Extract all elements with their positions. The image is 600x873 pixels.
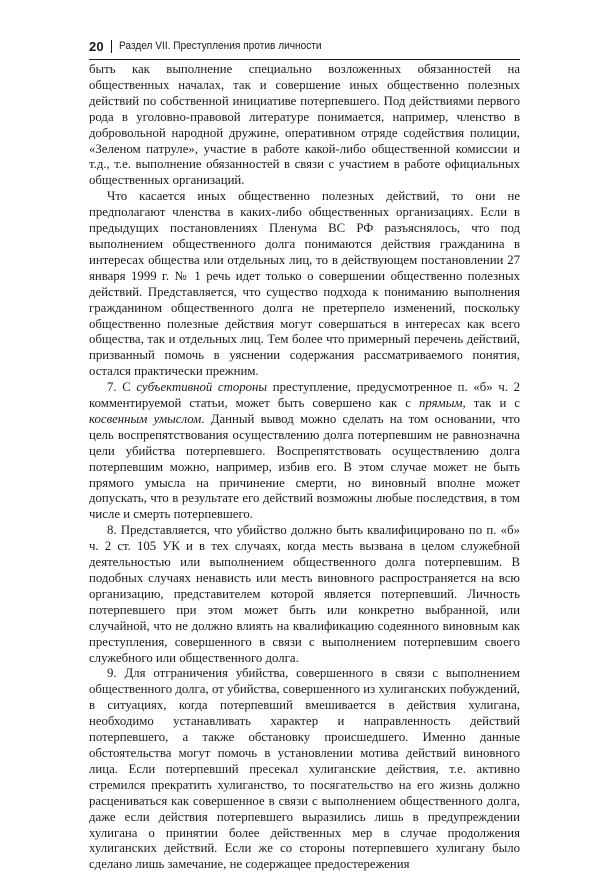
- paragraph: [89, 666, 520, 873]
- paragraph: [89, 523, 520, 666]
- running-header: [89, 36, 529, 56]
- paragraph-text: . Данный вывод можно сделать на том основании, что цель воспрепятствования осуществлению долга потерпевшим не равнозначна цели убийства потерпевшего. Воспрепятствовать осуществлению долга потерпевшим можно, например, избив его. В этом случае может не быть прямого умысла на причинение смерти, но виновный вполне может допускать, что в результате его действий возможны любые последствия, в том числе и смерть потерпевшего.: [89, 411, 520, 522]
- header-separator: [111, 40, 112, 53]
- paragraph: [89, 189, 520, 380]
- paragraph: [89, 380, 520, 523]
- italic-term: прямым: [418, 396, 463, 411]
- paragraph: [89, 62, 520, 189]
- paragraph-text: преступление, предусмотренное п. «б» ч. 2 комментируемой статьи, может быть совершено как с: [89, 380, 520, 411]
- paragraph-text: , так и с: [462, 396, 520, 411]
- italic-term: косвенным умыслом: [89, 411, 202, 426]
- page-number: 20: [89, 38, 104, 54]
- paragraph-text: Что касается иных общественно полезных действий, то они не предполагают членства в каких-либо общественных организациях. Если в предыдущих постановлениях Пленума ВС РФ разъяснялось, что под выполнением общественного долга понимаются действия гражданина в интересах общества или отдельных лиц, то в действующем постановлении 27 января 1999 г. № 1 речь идет только о совершении общественно полезных действий. Представляется, что существо подхода к пониманию выполнения гражданином общественного долга не претерпело изменений, поскольку общественно полезные действия могут совершаться в интересах как всего общества, так и отдельных лиц. Тем более что примерный перечень действий, призванный помочь в уяснении содержания рассматриваемого понятия, остался практически прежним.: [89, 189, 520, 379]
- body-text: [89, 62, 520, 872]
- italic-term: субъективной стороны: [136, 380, 268, 395]
- paragraph-text: 8. Представляется, что убийство должно быть квалифицировано по п. «б» ч. 2 ст. 105 УК и в тех случаях, когда месть вызвана в целом служебной деятельностью или выполнением общественного долга потерпевшим. В подобных случаях ненависть или месть виновного распространяется на всю организацию, представителем которой является потерпевший. Личность потерпевшего при этом может быть или конкретно выбранной, или случайной, что не должно влиять на квалификацию содеянного виновным как преступления, совершенного в связи с выполнением потерпевшим своего служебного или общественного долга.: [89, 523, 520, 665]
- section-title: Раздел VII. Преступления против личности: [118, 40, 322, 52]
- paragraph-text: 9. Для отграничения убийства, совершенного в связи с выполнением общественного долга, от убийства, совершенного из хулиганских побуждений, в ситуациях, когда потерпевший вмешивается в действия хулигана, необходимо устанавливать характер и направленность действий потерпевшего, а также обстановку происшедшего. Именно данные обстоятельства могут помочь в установлении мотива действий виновного лица. Если потерпевший пресекал хулиганские действия, т.е. активно стремился прекратить хулиганство, то посягательство на его жизнь должно расцениваться как совершенное в связи с выполнением общественного долга, даже если действия потерпевшего выразились лишь в предупреждении хулигана о принятии более действенных мер в случае продолжения хулиганских действий. Если же со стороны потерпевшего хулигану было сделано лишь замечание, не содержащее предостережения: [89, 666, 520, 872]
- header-rule: [89, 59, 520, 60]
- paragraph-text: 7. С: [107, 380, 137, 395]
- paragraph-text: быть как выполнение специально возложенных обязанностей на общественных началах, так и совершение иных общественно полезных действий по собственной инициативе потерпевшего. Под действиями первого рода в уголовно-правовой литературе понимается, например, членство в добровольной народной дружине, оперативном отряде содействия полиции, «Зеленом патруле», участие в работе какой-либо общественной комиссии и т.д., т.е. выполнение обязанностей в связи с участием в работе официальных общественных организаций.: [89, 62, 520, 188]
